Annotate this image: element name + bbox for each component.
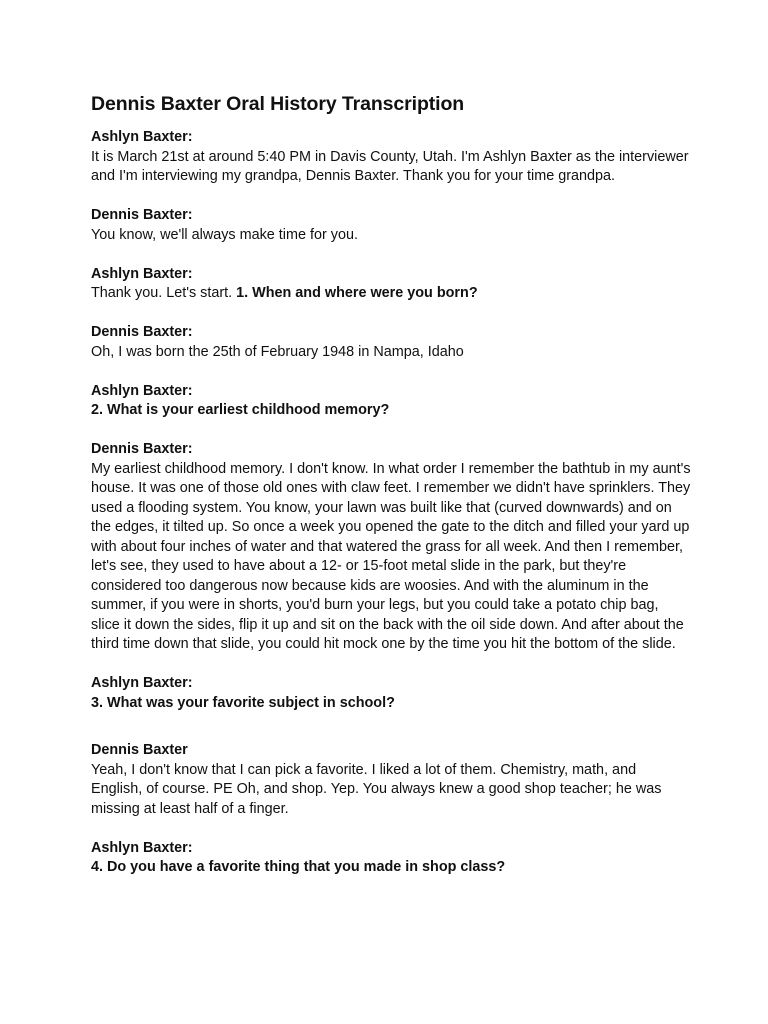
speaker-label: Ashlyn Baxter: [91, 265, 193, 282]
speech-text: Oh, I was born the 25th of February 1948 in Nampa, Idaho [91, 343, 464, 360]
transcript-entry [91, 128, 691, 187]
transcript-entry [91, 741, 691, 819]
speaker-label: Ashlyn Baxter: [91, 382, 193, 399]
speaker-label: Dennis Baxter: [91, 324, 193, 340]
interview-question: 1. When and where were you born? [236, 285, 478, 301]
speech-text: Yeah, I don't know that I can pick a favorite. I liked a lot of them. Chemistry, math, and English, of course. PE Oh, and shop. Yep. You always knew a good shop teacher; he was missing at least half of a finger. [91, 761, 662, 817]
speaker-label: Ashlyn Baxter: [91, 129, 193, 145]
speech-text: You know, we'll always make time for you. [91, 226, 358, 243]
speaker-label: Dennis Baxter: [91, 207, 193, 223]
transcript-entry [91, 265, 691, 304]
interview-question: 3. What was your favorite subject in school? [91, 694, 395, 711]
speaker-label: Ashlyn Baxter: [91, 675, 193, 691]
document-page [91, 91, 691, 878]
transcript-entry [91, 839, 691, 878]
transcript-entry [91, 440, 691, 655]
transcript-entry [91, 382, 691, 421]
speech-text: It is March 21st at around 5:40 PM in Davis County, Utah. I'm Ashlyn Baxter as the interviewer and I'm interviewing my grandpa, Dennis Baxter. Thank you for your time grandpa. [91, 148, 689, 184]
document-title: Dennis Baxter Oral History Transcription [91, 93, 465, 115]
speaker-label: Dennis Baxter [91, 742, 188, 758]
speaker-label: Ashlyn Baxter: [91, 839, 193, 856]
interview-question: 4. Do you have a favorite thing that you made in shop class? [91, 859, 506, 875]
transcript-entry [91, 323, 691, 362]
speech-text-lead: Thank you. Let's start. [91, 285, 237, 301]
interview-question: 2. What is your earliest childhood memory? [91, 402, 390, 418]
speaker-label: Dennis Baxter: [91, 441, 193, 457]
transcript-entry [91, 674, 691, 713]
speech-text [91, 284, 691, 304]
speech-text: My earliest childhood memory. I don't know. In what order I remember the bathtub in my aunt's house. It was one of those old ones with claw feet. I remember we didn't have sprinklers. They used a flooding system. You know, your lawn was built like that (curved downwards) and on the edges, it tilted up. So once a week you opened the gate to the ditch and filled your yard up with about four inches of water and that watered the grass for all week. And then I remember, let's see, they used to have about a 12- or 15-foot metal slide in the park, but they're considered too dangerous now because kids are woosies. And with the aluminum in the summer, if you were in shorts, you'd burn your legs, but you could take a potato chip bag, slice it down the sides, flip it up and sit on the back with the oil side down. And after about the third time down that slide, you could hit mock one by the time you hit the bottom of the slide. [91, 460, 691, 652]
transcript-entry [91, 206, 691, 245]
